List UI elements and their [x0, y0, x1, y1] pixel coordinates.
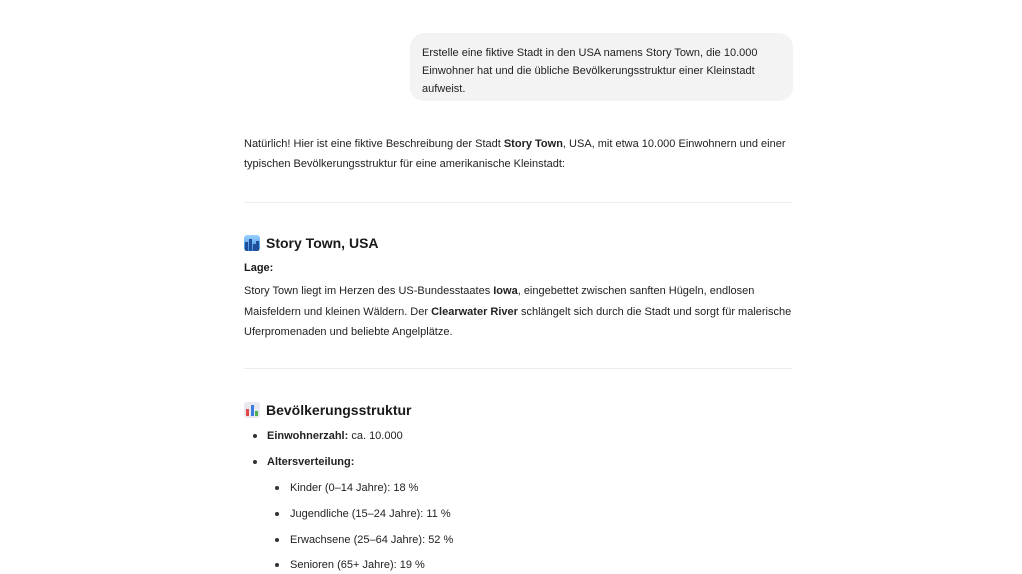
intro-bold-city: Story Town: [503, 138, 563, 150]
list-item-label: Einwohnerzahl:: [267, 430, 349, 442]
sub-list-item-text: Jugendliche (15–24 Jahre): 11 %: [290, 508, 451, 520]
location-text-1: Story Town liegt im Herzen des US-Bundesstaates: [244, 285, 494, 297]
sub-list-item-text: Kinder (0–14 Jahre): 18 %: [290, 482, 419, 494]
sub-list-item-text: Senioren (65+ Jahre): 19 %: [290, 559, 425, 571]
cityscape-icon: [244, 235, 260, 251]
location-text-2: , eingebettet zwischen sanften Hügeln, endlosen Maisfeldern und kleinen Wäldern. Der: [244, 285, 755, 318]
section-divider: [244, 202, 792, 203]
user-message-text: Erstelle eine fiktive Stadt in den USA namens Story Town, die 10.000 Einwohner hat und die übliche Bevölkerungsstruktur einer Kleinstadt aufweist.: [422, 47, 758, 95]
section-title-city: Story Town, USA: [266, 235, 379, 251]
section-divider: [244, 368, 792, 369]
location-bold-river: Clearwater River: [431, 305, 518, 318]
sub-list-item-text: Erwachsene (25–64 Jahre): 52 %: [290, 534, 454, 546]
section-heading-population: [244, 400, 411, 420]
list-item-label: Altersverteilung:: [267, 456, 355, 468]
list-item-value: ca. 10.000: [348, 430, 403, 442]
location-label: Lage:: [244, 262, 274, 274]
section-heading-city: [244, 233, 379, 253]
assistant-intro: [244, 134, 792, 174]
location-description: [244, 281, 792, 343]
bar-chart-icon: [244, 402, 260, 418]
location-text-3: schlängelt sich durch die Stadt und sorgt für malerische Uferpromenaden und beliebte Angelplätze.: [244, 305, 792, 338]
location-bold-state: Iowa: [493, 285, 518, 297]
user-message-bubble: [410, 33, 793, 101]
intro-text-2: , USA, mit etwa 10.000 Einwohnern und einer typischen Bevölkerungsstruktur für eine amerikanische Kleinstadt:: [244, 138, 786, 170]
intro-text-1: Natürlich! Hier ist eine fiktive Beschreibung der Stadt: [244, 138, 504, 150]
section-title-population: Bevölkerungsstruktur: [266, 402, 412, 418]
